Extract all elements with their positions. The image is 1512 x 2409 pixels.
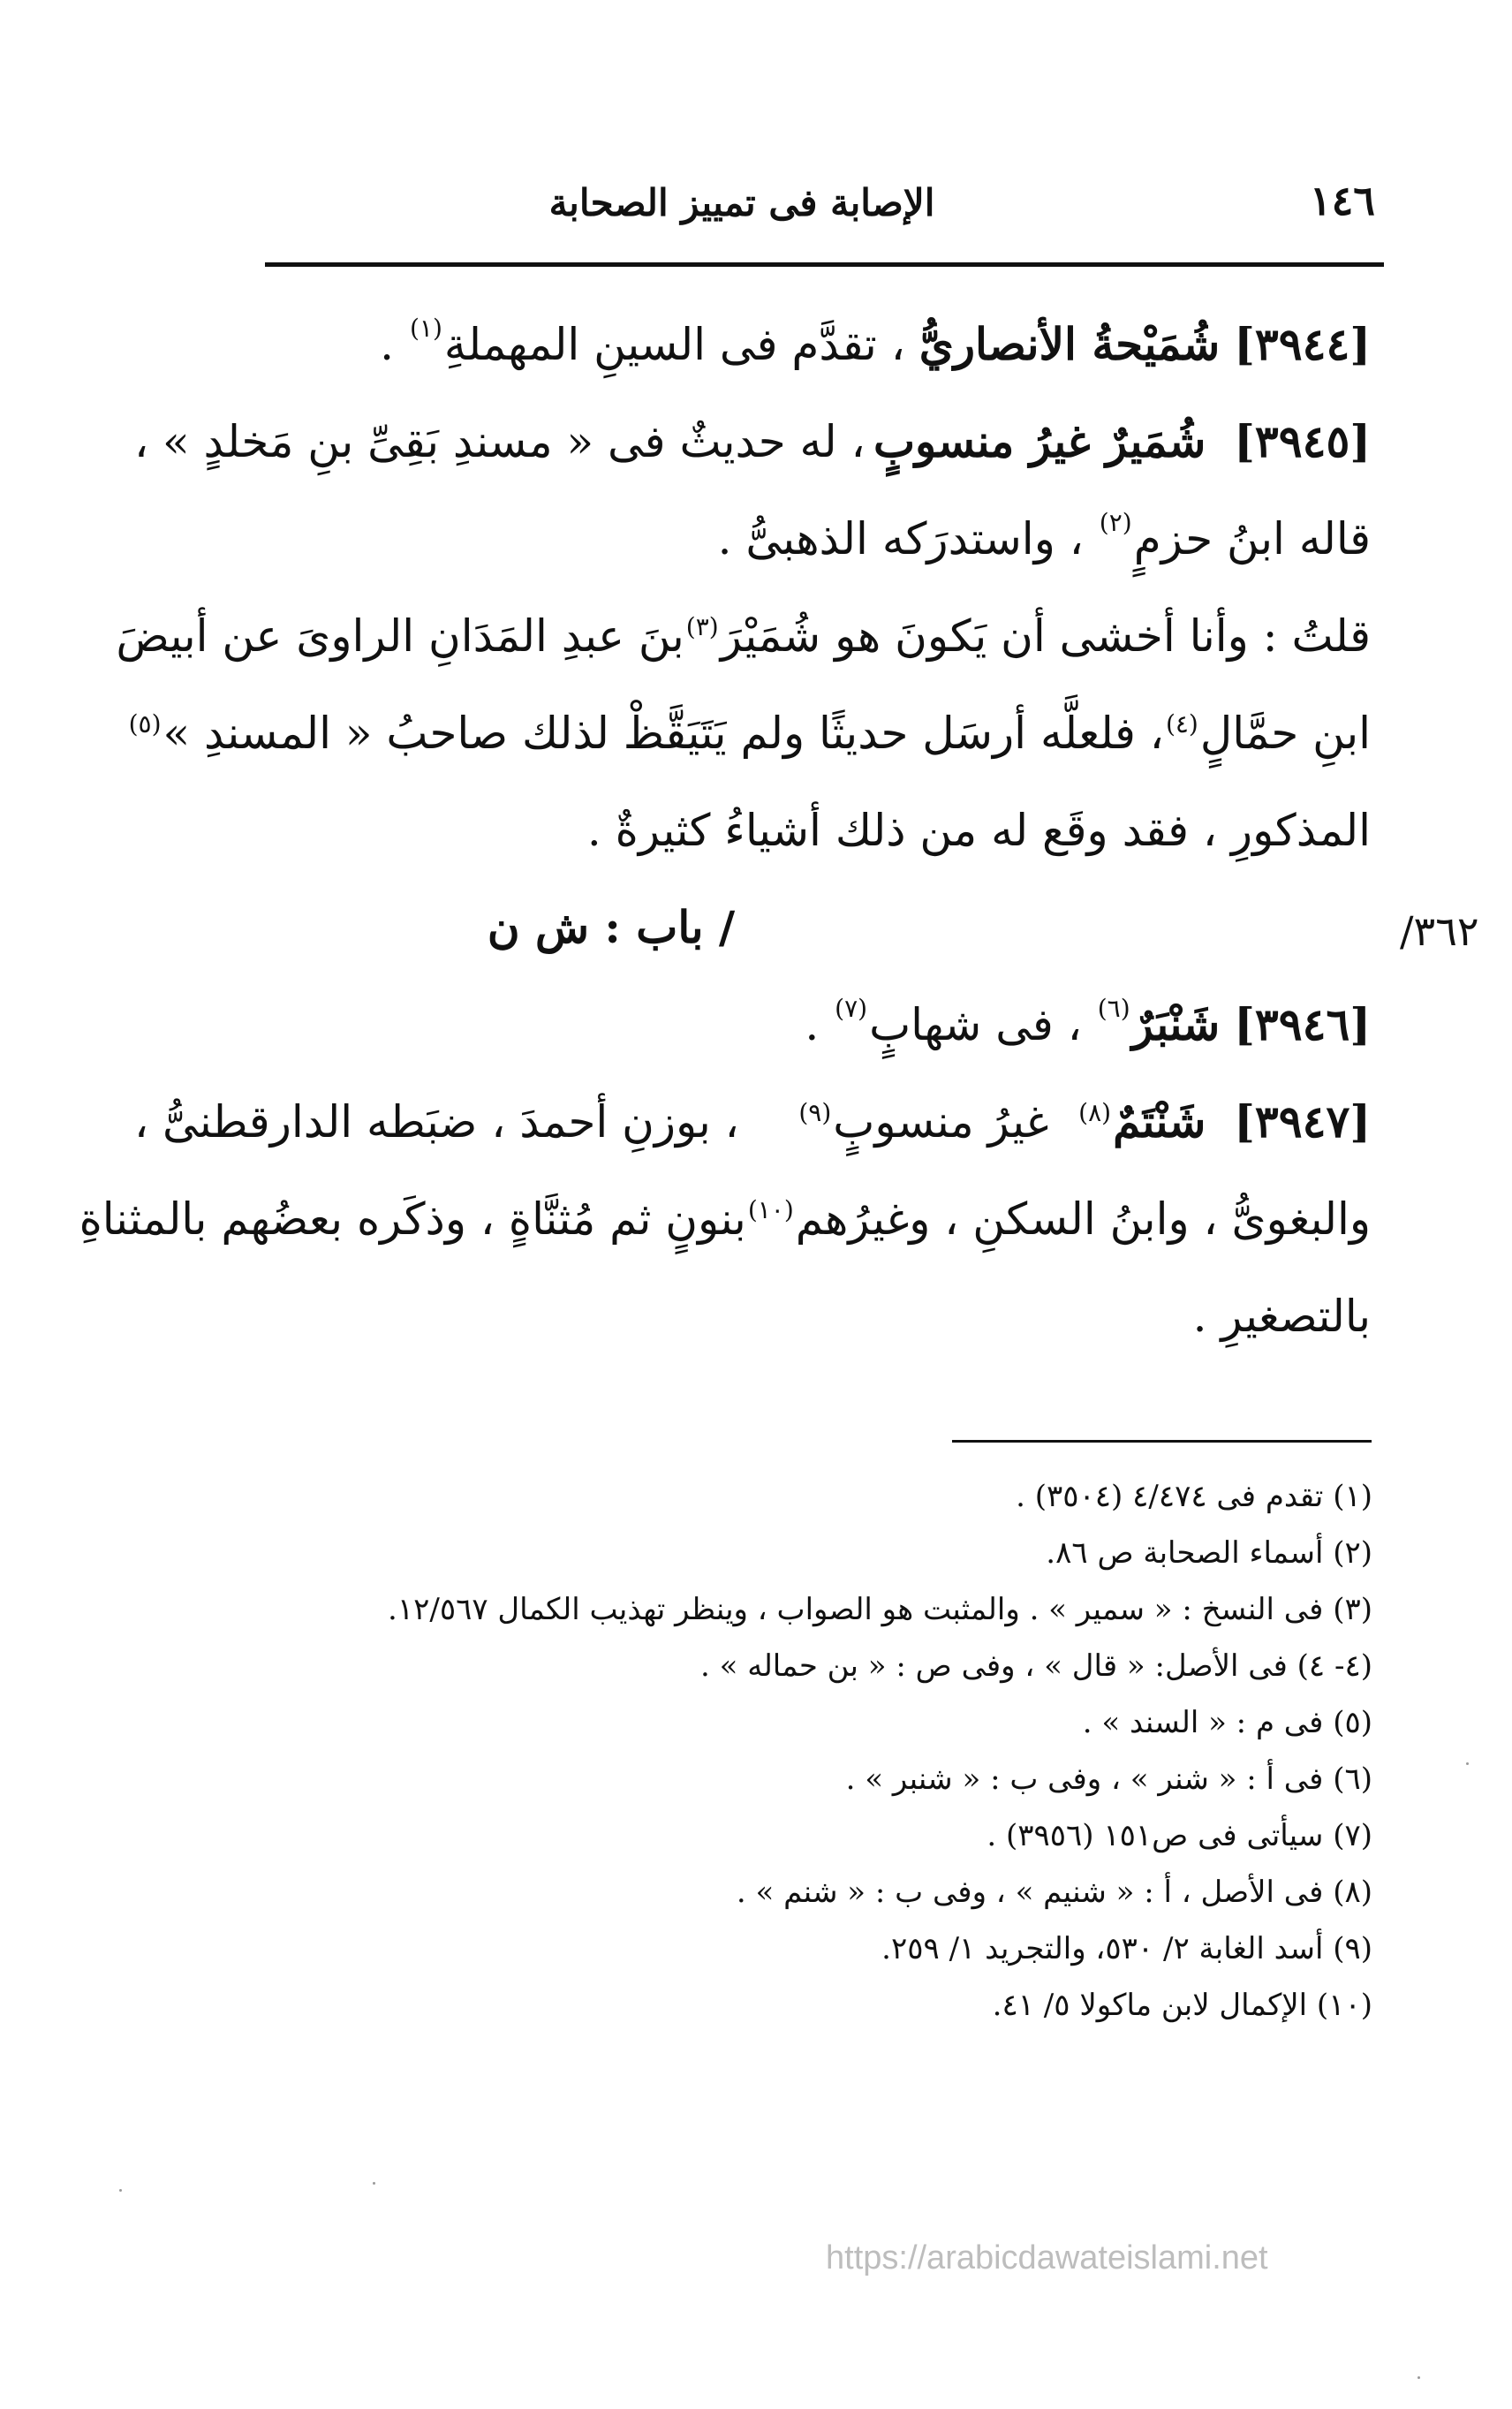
footnote-5: (٥) فى م : « السند » .: [1082, 1705, 1372, 1740]
footnote-6: (٦) فى أ : « شنر » ، وفى ب : « شنبر » .: [845, 1761, 1372, 1797]
entry-name: شُمَيْحةُ الأنصاريُّ: [919, 318, 1221, 370]
scan-speck: [1466, 1762, 1469, 1765]
main-text: [79, 296, 1371, 1365]
entry-3947-end: [134, 1268, 1371, 1365]
section-heading: [134, 879, 1371, 976]
footnote-10: (١٠) الإكمال لابن ماكولا ٥/ ٤١.: [992, 1988, 1372, 2023]
paragraph-line-2: [128, 685, 1371, 782]
margin-page-ref: ٣٦٢/: [1400, 907, 1479, 955]
entry-name: شُمَيرٌ غيرُ منسوبٍ: [873, 415, 1206, 467]
footnote-7: (٧) سيأتى فى ص١٥١ (٣٩٥٦) .: [987, 1818, 1372, 1853]
footnote-ref: (٥): [128, 709, 162, 739]
entry-3945-cont: [134, 490, 1371, 587]
watermark-url: https://arabicdawateislami.net: [826, 2239, 1268, 2276]
entry-3945: [134, 393, 1371, 490]
footnote-ref: (٤): [1165, 709, 1198, 739]
footnote-rule: [952, 1440, 1372, 1443]
footnote-ref: (٨): [1078, 1098, 1112, 1127]
footnote-4: (٤- ٤) فى الأصل: « قال » ، وفى ص : « بن حماله » .: [699, 1648, 1372, 1684]
paragraph-text: بنَ عبدِ المَدَانِ الراوىَ عن أبيضَ: [116, 610, 684, 662]
footnote-3: (٣) فى النسخ : « سمير » . والمثبت هو الصواب ، وينظر تهذيب الكمال ١٢/٥٦٧.: [388, 1592, 1372, 1627]
paragraph-text: قلتُ : وأنا أخشى أن يَكونَ هو شُمَيْرَ: [720, 610, 1371, 662]
entry-text: ، بوزنِ أحمدَ ، ضبَطه الدارقطنىُّ ،: [134, 1096, 739, 1148]
entry-text: ، له حديثٌ فى « مسندِ بَقِىِّ بنِ مَخلدٍ » ،: [134, 416, 866, 467]
running-title: الإصابة فى تمييز الصحابة: [548, 181, 935, 224]
footnote-ref: (٢): [1099, 508, 1132, 537]
footnote-ref: (٦): [1097, 994, 1130, 1023]
entry-text: ، تقدَّم فى السينِ المهملةِ: [443, 319, 905, 370]
footnote-ref: (٧): [835, 994, 868, 1023]
entry-3944: [134, 296, 1371, 393]
entry-number: [٣٩٤٦]: [1234, 998, 1371, 1050]
entry-text: والبغوىُّ ، وابنُ السكنِ ، وغيرُهم: [795, 1193, 1371, 1245]
footnote-ref: (١): [409, 314, 442, 343]
entry-3946: [134, 976, 1371, 1073]
entry-text: ، فى شهابٍ: [869, 999, 1082, 1050]
page-number: ١٤٦: [1309, 177, 1375, 224]
paragraph-text: ، فلعلَّه أرسَل حديثًا ولم يَتَيَقَّظْ لذلك صاحبُ « المسندِ »: [163, 708, 1164, 759]
entry-text: ، واستدرَكه الذهبىُّ .: [717, 513, 1084, 564]
footnote-8: (٨) فى الأصل ، أ : « شنيم » ، وفى ب : « شنم » .: [736, 1875, 1372, 1910]
footnote-1: (١) تقدم فى ٤/٤٧٤ (٣٥٠٤) .: [1016, 1479, 1372, 1514]
entry-text: غيرُ منسوبٍ: [833, 1096, 1049, 1148]
footnote-ref: (١٠): [747, 1195, 794, 1224]
footnote-ref: (٣): [685, 612, 719, 641]
entry-name: شَنْتَمٌ: [1113, 1095, 1206, 1148]
header-rule: [265, 262, 1384, 267]
paragraph-text: ابنِ حمَّالٍ: [1199, 708, 1371, 759]
section-heading-text: / باب : ش ن: [487, 901, 736, 953]
footnote-ref: (٩): [798, 1098, 832, 1127]
entry-number: [٣٩٤٥]: [1234, 415, 1371, 467]
entry-3947-cont: [79, 1170, 1371, 1268]
entry-name: شَنْبَرٌ: [1131, 998, 1221, 1050]
entry-3947: [134, 1073, 1371, 1170]
entry-text: بنونٍ ثم مُثنَّاةٍ ، وذكَره بعضُهم بالمثناةِ: [79, 1193, 746, 1245]
scan-speck: [1418, 2376, 1420, 2379]
footnote-9: (٩) أسد الغابة ٢/ ٥٣٠، والتجريد ١/ ٢٥٩.: [881, 1931, 1372, 1966]
paragraph-line-1: [116, 587, 1371, 685]
scan-speck: [373, 2182, 375, 2185]
scan-speck: [119, 2189, 122, 2192]
footnotes: [136, 1468, 1372, 2034]
entry-text: بالتصغيرِ .: [1192, 1291, 1371, 1342]
entry-number: [٣٩٤٧]: [1234, 1095, 1371, 1148]
entry-end: .: [805, 999, 820, 1050]
entry-text: قاله ابنُ حزمٍ: [1133, 513, 1371, 564]
entry-number: [٣٩٤٤]: [1234, 318, 1371, 370]
entry-end: .: [380, 319, 395, 370]
paragraph-text: المذكورِ ، فقد وقَع له من ذلك أشياءُ كثيرةٌ .: [586, 805, 1371, 856]
paragraph-line-3: [134, 782, 1371, 879]
footnote-2: (٢) أسماء الصحابة ص ٨٦.: [1046, 1535, 1372, 1571]
